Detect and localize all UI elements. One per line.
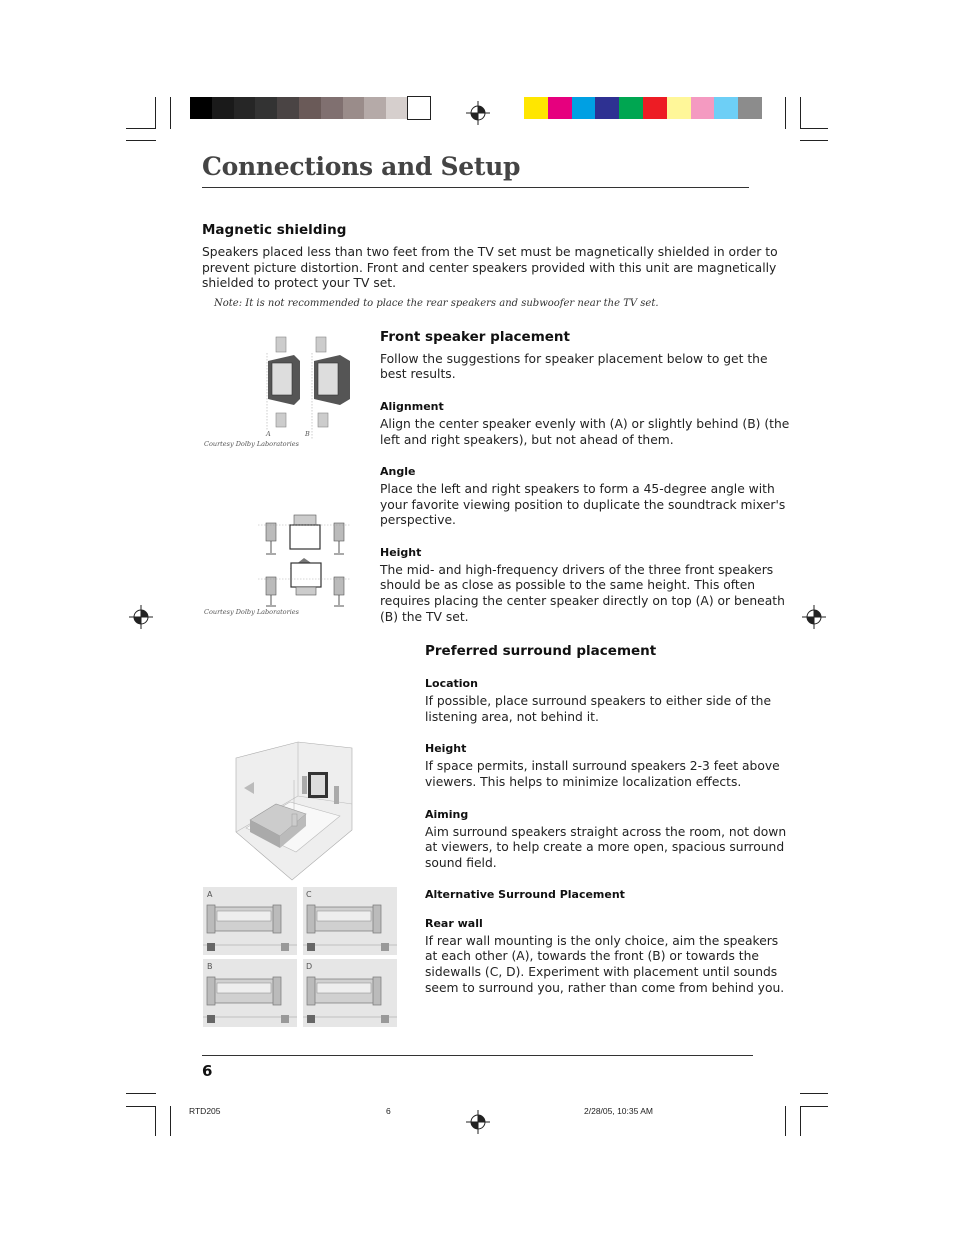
surround-room-illustration — [232, 740, 354, 882]
registration-mark-right-icon — [802, 605, 826, 629]
color-swatch — [548, 97, 572, 119]
gray-swatch — [408, 97, 430, 119]
rear-wall-panel-illustration — [203, 959, 297, 1027]
front-height-line-3: requires placing the center speaker directly on top (A) or beneath — [380, 594, 785, 608]
magnetic-line-3: shielded to protect your TV set. — [202, 276, 397, 290]
rear-wall-panel-illustration — [303, 887, 397, 955]
registration-mark-bottom-icon — [466, 1110, 490, 1134]
location-line-1: If possible, place surround speakers to either side of the — [425, 694, 772, 708]
title-rule — [202, 187, 749, 188]
gray-swatch — [277, 97, 299, 119]
angle-line-2: your favorite viewing position to duplicate the soundtrack mixer's — [380, 498, 786, 512]
gray-swatch — [190, 97, 212, 119]
aiming-line-1: Aim surround speakers straight across the room, not down — [425, 825, 787, 839]
panel-label-d: D — [306, 962, 313, 971]
color-swatch — [572, 97, 596, 119]
panel-label-b: B — [207, 962, 213, 971]
front-height-line-1: The mid- and high-frequency drivers of the three front speakers — [380, 563, 774, 577]
color-swatch — [619, 97, 643, 119]
location-heading: Location — [425, 677, 478, 690]
footer-rule — [202, 1055, 753, 1056]
magnetic-line-2: prevent picture distortion. Front and center speakers provided with this unit are magnetically — [202, 261, 777, 275]
aiming-line-2: at viewers, to help create a more open, spacious surround — [425, 840, 785, 854]
aiming-line-3: sound field. — [425, 856, 497, 870]
alt-surround-heading: Alternative Surround Placement — [425, 888, 625, 901]
gray-swatch — [343, 97, 365, 119]
gray-swatch — [321, 97, 343, 119]
front-speaker-height-illustration — [254, 513, 354, 613]
magnetic-line-1: Speakers placed less than two feet from the TV set must be magnetically shielded in order to — [202, 245, 778, 259]
alignment-heading: Alignment — [380, 400, 444, 413]
front-speaker-heading: Front speaker placement — [380, 329, 570, 345]
gray-swatch — [212, 97, 234, 119]
courtesy-credit-2: Courtesy Dolby Laboratories — [204, 608, 299, 616]
color-swatch — [643, 97, 667, 119]
rear-line-3: sidewalls (C, D). Experiment with placement until sounds — [425, 965, 778, 979]
rear-line-2: at each other (A), towards the front (B) or towards the — [425, 949, 759, 963]
label-a: A — [266, 430, 271, 438]
color-swatch — [738, 97, 762, 119]
surround-heading: Preferred surround placement — [425, 643, 657, 659]
surround-height-line-1: If space permits, install surround speakers 2-3 feet above — [425, 759, 780, 773]
front-speaker-alignment-illustration — [262, 333, 362, 443]
magnetic-note: Note: It is not recommended to place the rear speakers and subwoofer near the TV set. — [214, 298, 659, 309]
surround-height-heading: Height — [425, 742, 467, 755]
gray-swatch — [234, 97, 256, 119]
alignment-line-1: Align the center speaker evenly with (A) or slightly behind (B) (the — [380, 417, 790, 431]
front-intro-2: best results. — [380, 367, 456, 381]
front-height-line-2: should be as close as possible to the same height. This often — [380, 578, 756, 592]
courtesy-credit-1: Courtesy Dolby Laboratories — [204, 440, 299, 448]
color-swatch — [524, 97, 548, 119]
gray-swatch — [386, 97, 408, 119]
color-swatch — [595, 97, 619, 119]
color-swatch — [691, 97, 715, 119]
gray-swatch — [255, 97, 277, 119]
alignment-line-2: left and right speakers), but not ahead of them. — [380, 433, 674, 447]
registration-mark-left-icon — [129, 605, 153, 629]
rear-line-4: seem to surround you, rather than come from behind you. — [425, 981, 785, 995]
gray-swatch — [299, 97, 321, 119]
footer-model: RTD205 — [189, 1106, 221, 1116]
label-b: B — [305, 430, 310, 438]
rear-wall-panel-illustration — [203, 887, 297, 955]
panel-label-c: C — [306, 890, 312, 899]
front-height-heading: Height — [380, 546, 422, 559]
angle-line-1: Place the left and right speakers to form a 45-degree angle with — [380, 482, 775, 496]
front-height-line-4: (B) the TV set. — [380, 610, 469, 624]
footer-timestamp: 2/28/05, 10:35 AM — [584, 1106, 653, 1116]
footer-page: 6 — [386, 1106, 391, 1116]
aiming-heading: Aiming — [425, 808, 469, 821]
rear-line-1: If rear wall mounting is the only choice, aim the speakers — [425, 934, 779, 948]
registration-mark-top-icon — [466, 101, 490, 125]
gray-swatch — [364, 97, 386, 119]
surround-height-line-2: viewers. This helps to minimize localization effects. — [425, 775, 742, 789]
location-line-2: listening area, not behind it. — [425, 710, 599, 724]
page-title: Connections and Setup — [202, 152, 521, 181]
angle-heading: Angle — [380, 465, 416, 478]
angle-line-3: perspective. — [380, 513, 456, 527]
panel-label-a: A — [207, 890, 213, 899]
magnetic-shielding-heading: Magnetic shielding — [202, 222, 347, 238]
rear-wall-heading: Rear wall — [425, 917, 483, 930]
front-intro-1: Follow the suggestions for speaker placement below to get the — [380, 352, 768, 366]
color-swatch — [667, 97, 691, 119]
page-number: 6 — [202, 1062, 213, 1080]
color-swatch — [714, 97, 738, 119]
rear-wall-panel-illustration — [303, 959, 397, 1027]
